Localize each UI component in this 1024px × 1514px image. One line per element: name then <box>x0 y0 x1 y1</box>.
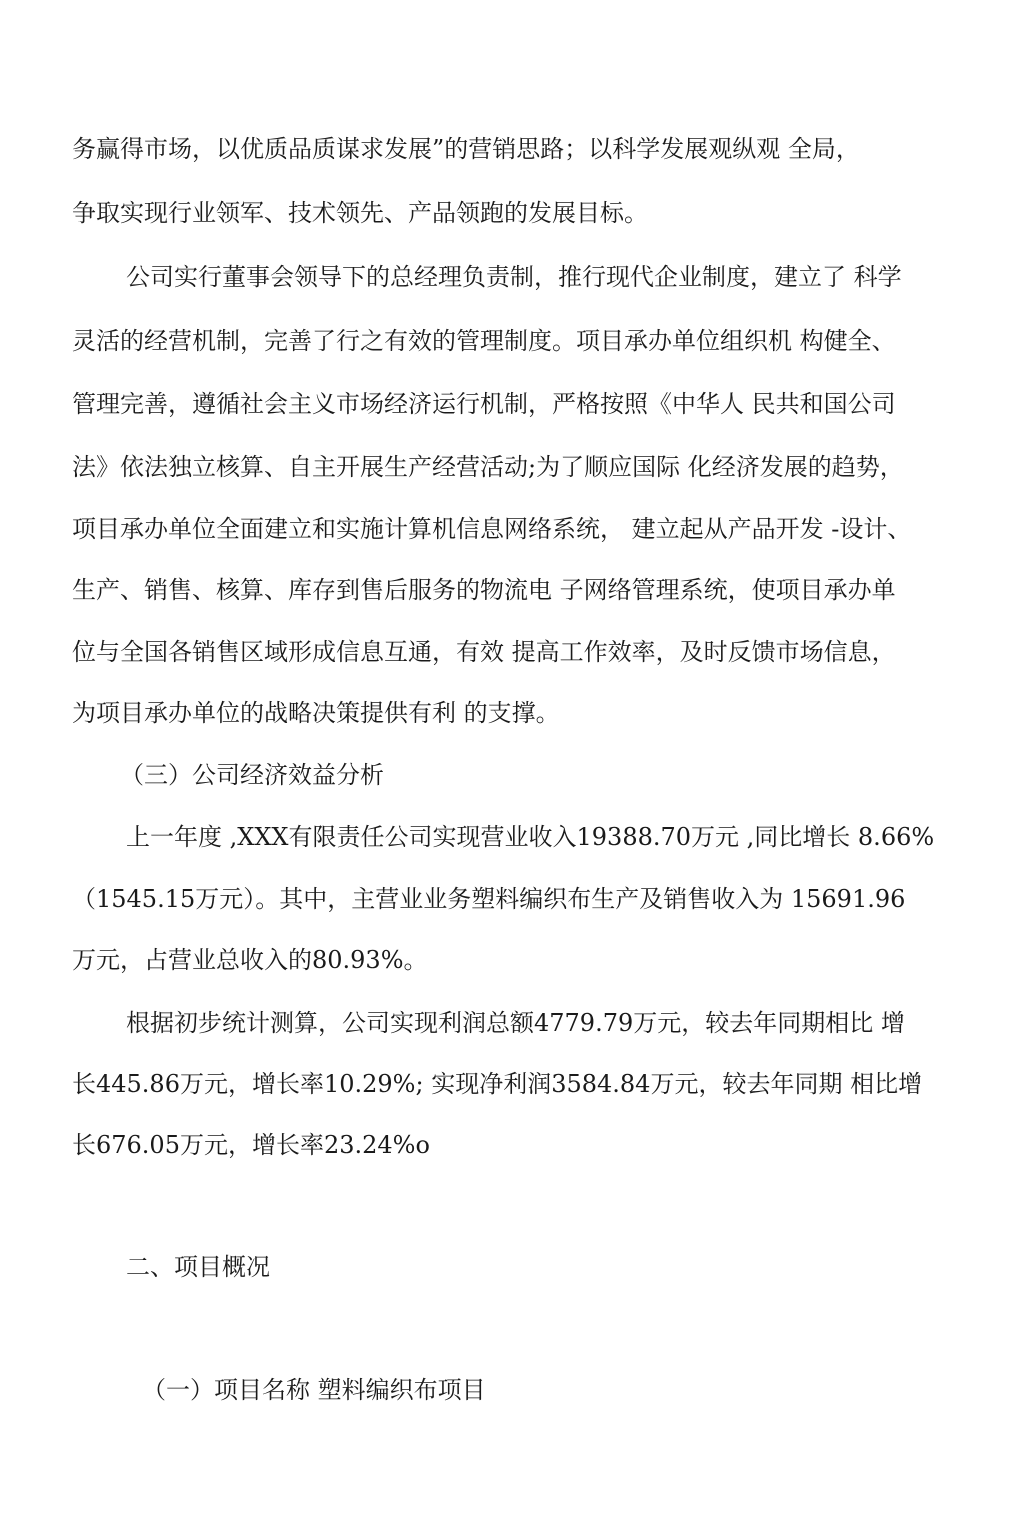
paragraph-line: 位与全国各销售区域形成信息互通，有效 提高工作效率，及时反馈市场信息， <box>72 638 896 666</box>
paragraph-line: 生产、销售、核算、库存到售后服务的物流电 子网络管理系统，使项目承办单 <box>72 576 896 604</box>
paragraph-line: 管理完善，遵循社会主义市场经济运行机制，严格按照《中华人 民共和国公司 <box>72 390 896 418</box>
paragraph-line: 长445.86万元，增长率10.29%; 实现净利润3584.84万元，较去年同期 相比增 <box>72 1070 923 1098</box>
chapter-heading: 二、项目概况 <box>126 1253 270 1281</box>
paragraph-line: 争取实现行业领军、技术领先、产品领跑的发展目标。 <box>72 199 648 227</box>
paragraph-line: （1545.15万元）。其中，主营业业务塑料编织布生产及销售收入为 15691.96 <box>72 885 906 913</box>
paragraph-line: 项目承办单位全面建立和实施计算机信息网络系统， 建立起从产品开发 -设计、 <box>72 515 912 543</box>
paragraph-line: 灵活的经营机制，完善了行之有效的管理制度。项目承办单位组织机 构健全、 <box>72 327 896 355</box>
paragraph-line: 公司实行董事会领导下的总经理负责制，推行现代企业制度，建立了 科学 <box>126 263 902 291</box>
paragraph-line: 上一年度 ,XXX有限责任公司实现营业收入19388.70万元 ,同比增长 8.66% <box>126 823 935 851</box>
section-heading: （三）公司经济效益分析 <box>120 761 384 789</box>
paragraph-line: 万元，占营业总收入的80.93%。 <box>72 946 428 974</box>
paragraph-line: 长676.05万元，增长率23.24%o <box>72 1131 430 1159</box>
paragraph-line: 为项目承办单位的战略决策提供有利 的支撑。 <box>72 699 560 727</box>
subsection-heading: （一）项目名称 塑料编织布项目 <box>142 1376 486 1404</box>
paragraph-line: 根据初步统计测算，公司实现利润总额4779.79万元，较去年同期相比 增 <box>126 1009 905 1037</box>
paragraph-line: 务赢得市场，以优质品质谋求发展”的营销思路；以科学发展观纵观 全局， <box>72 135 860 163</box>
paragraph-line: 法》依法独立核算、自主开展生产经营活动;为了顺应国际 化经济发展的趋势， <box>72 453 904 481</box>
